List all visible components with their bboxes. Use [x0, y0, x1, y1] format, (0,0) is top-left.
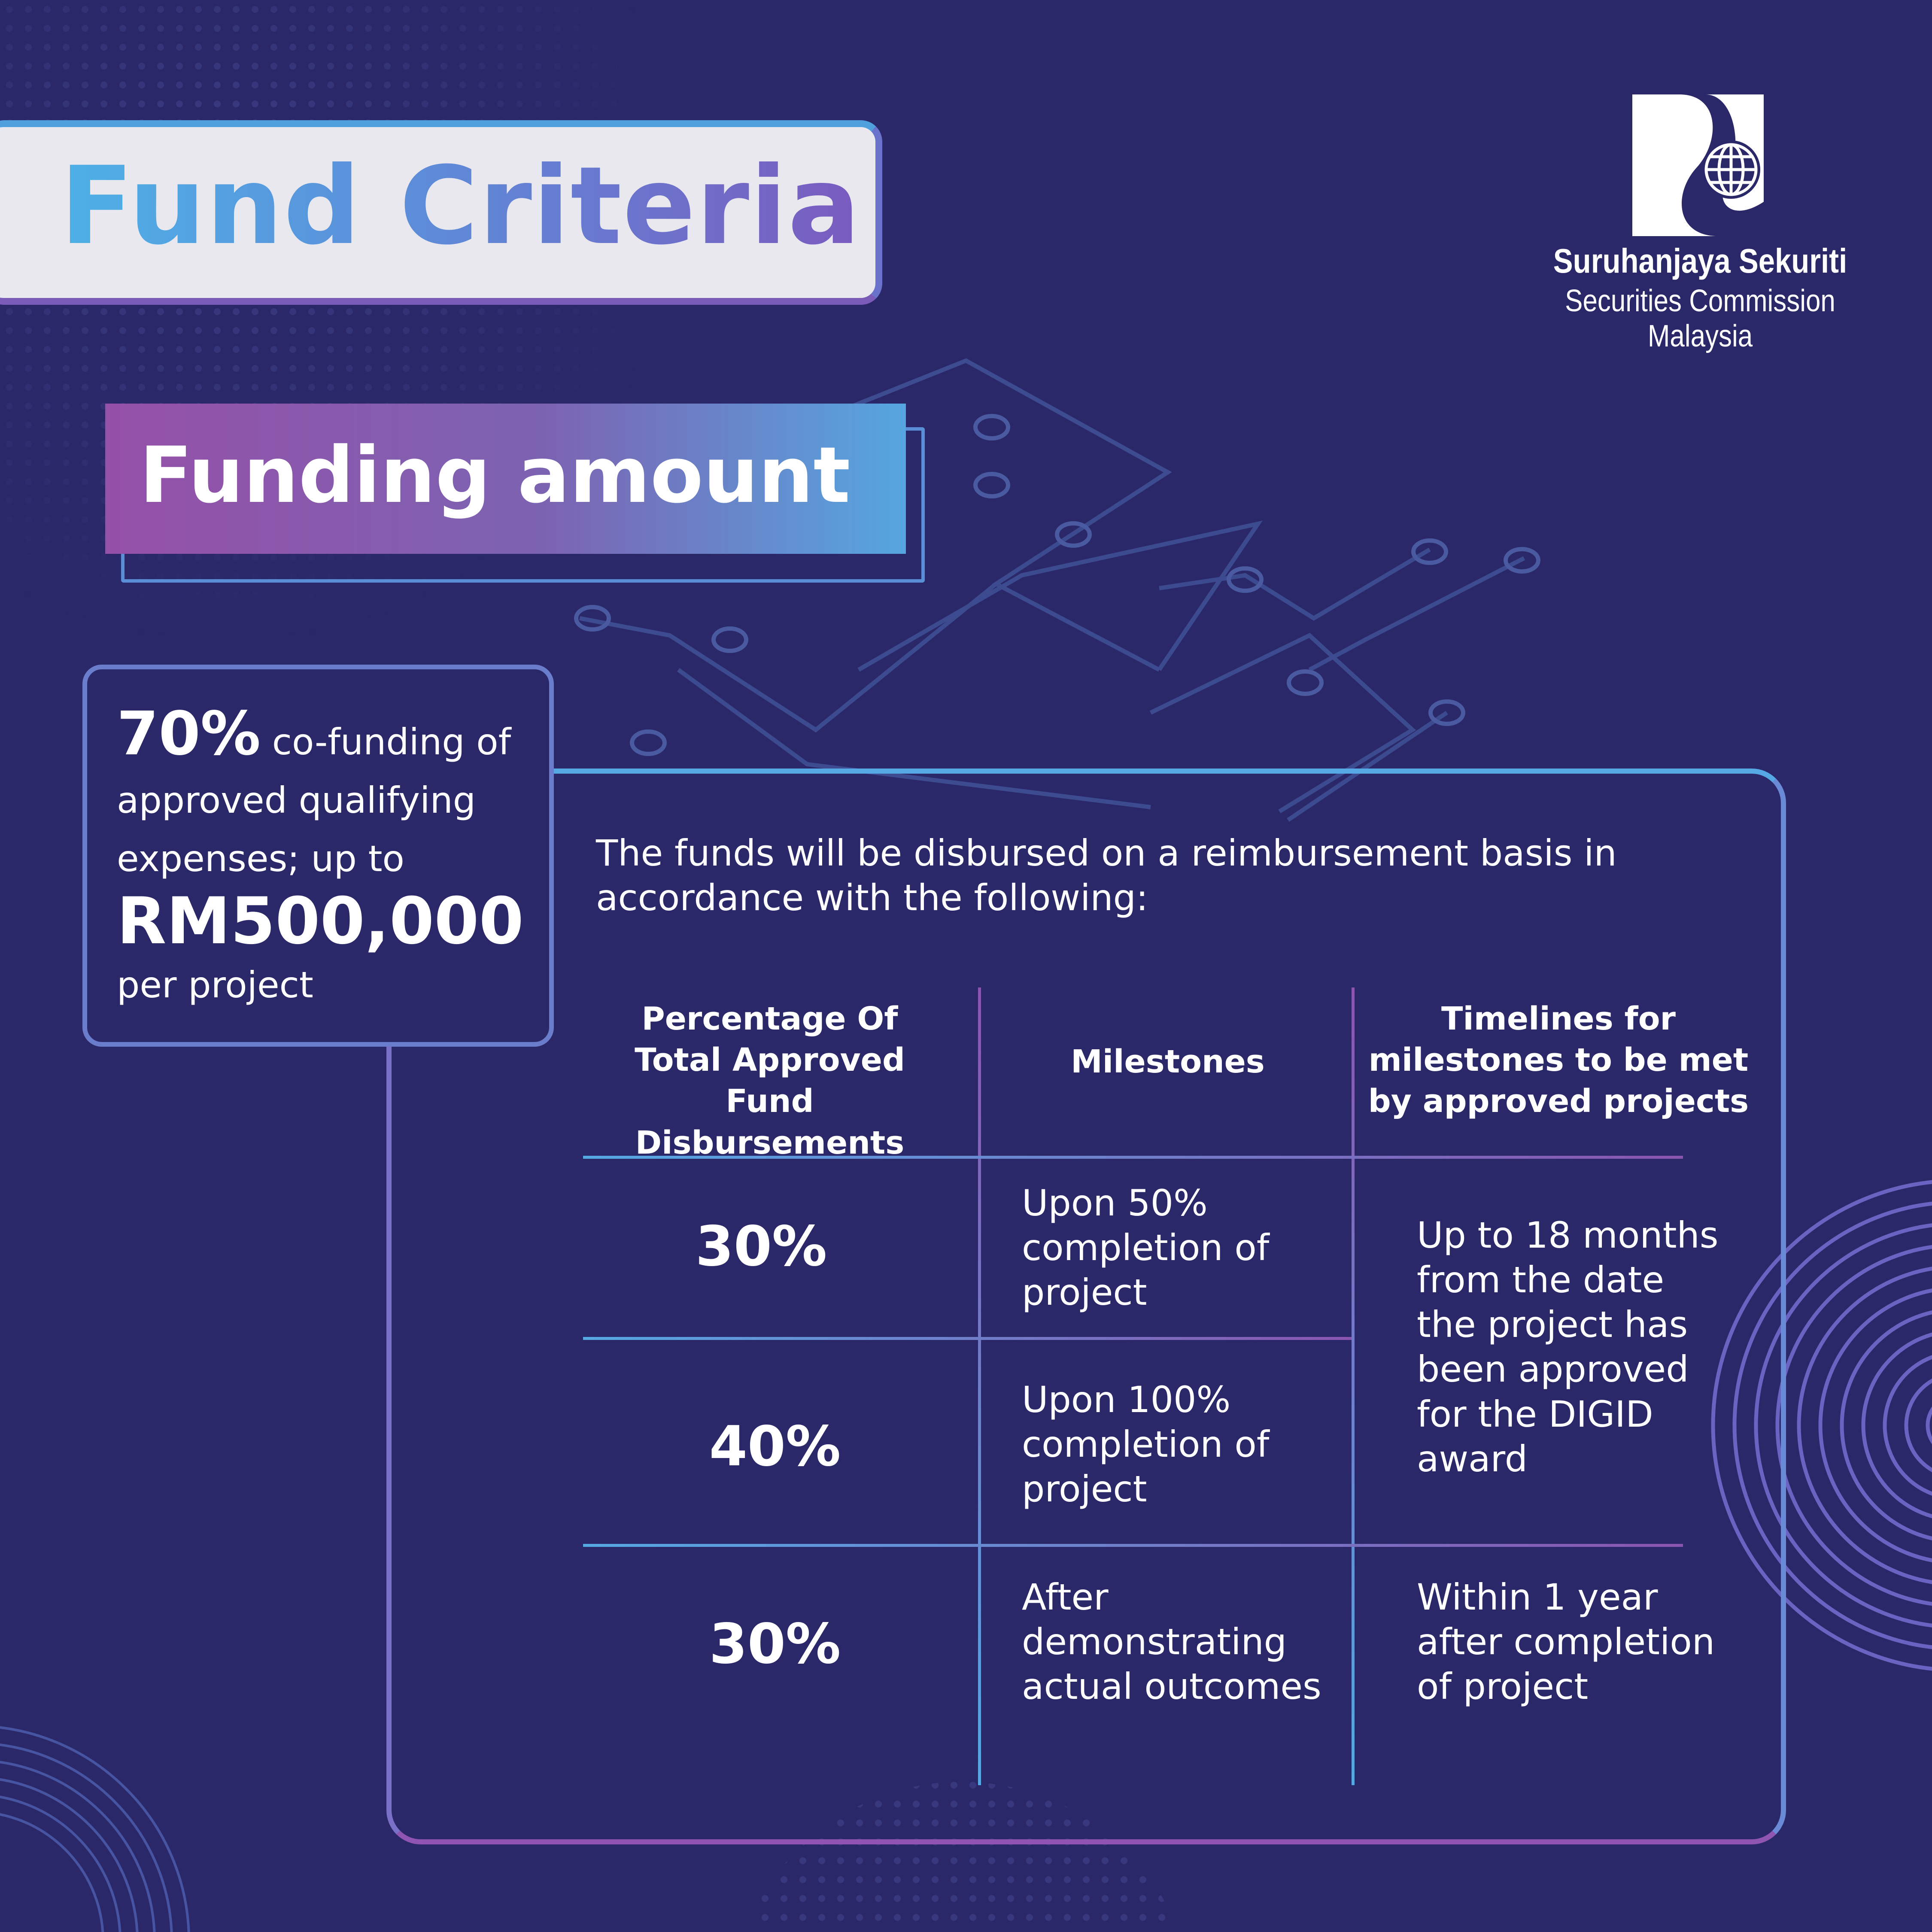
concentric-circles-left	[0, 1726, 189, 1932]
section-heading: Funding amount	[140, 431, 851, 520]
logo-line-2: Securities Commission	[1565, 284, 1835, 318]
summary-amount: RM500,000	[117, 884, 524, 959]
logo-line-1: Suruhanjaya Sekuriti	[1553, 242, 1847, 280]
table-divider	[583, 1337, 1352, 1340]
summary-text-2: per project	[117, 963, 313, 1006]
summary-text	[117, 699, 546, 1014]
summary-text-1: co-funding of approved qualifying expenses; up to	[117, 721, 511, 880]
table-row-percentage: 30%	[695, 1215, 827, 1279]
table-header-timelines: Timelines for milestones to be met by approved projects	[1368, 1000, 1749, 1120]
table-row-percentage: 40%	[709, 1415, 841, 1479]
table-header-milestones: Milestones	[1071, 1043, 1265, 1080]
table-divider	[1352, 987, 1355, 1785]
page-title: Fund Criteria	[60, 143, 861, 268]
summary-percent: 70%	[117, 699, 261, 769]
table-divider	[583, 1544, 1683, 1547]
intro-text: The funds will be disbursed on a reimbursement basis in accordance with the following:	[596, 832, 1617, 919]
table-row-milestone: Upon 50% completion of project	[1022, 1182, 1270, 1314]
table-row-milestone: Upon 100% completion of project	[1022, 1379, 1270, 1510]
table-timeline-merged: Up to 18 months from the date the project has been approved for the DIGID award	[1417, 1214, 1719, 1480]
table-row-milestone: After demonstrating actual outcomes	[1022, 1576, 1321, 1708]
table-header-percentage: Percentage Of Total Approved Fund Disbursements	[635, 1000, 905, 1161]
table-timeline-last: Within 1 year after completion of project	[1417, 1576, 1715, 1708]
logo-line-3: Malaysia	[1647, 319, 1753, 353]
table-divider	[978, 987, 981, 1785]
table-row-percentage: 30%	[709, 1612, 841, 1676]
sc-logo-icon	[1632, 94, 1764, 236]
